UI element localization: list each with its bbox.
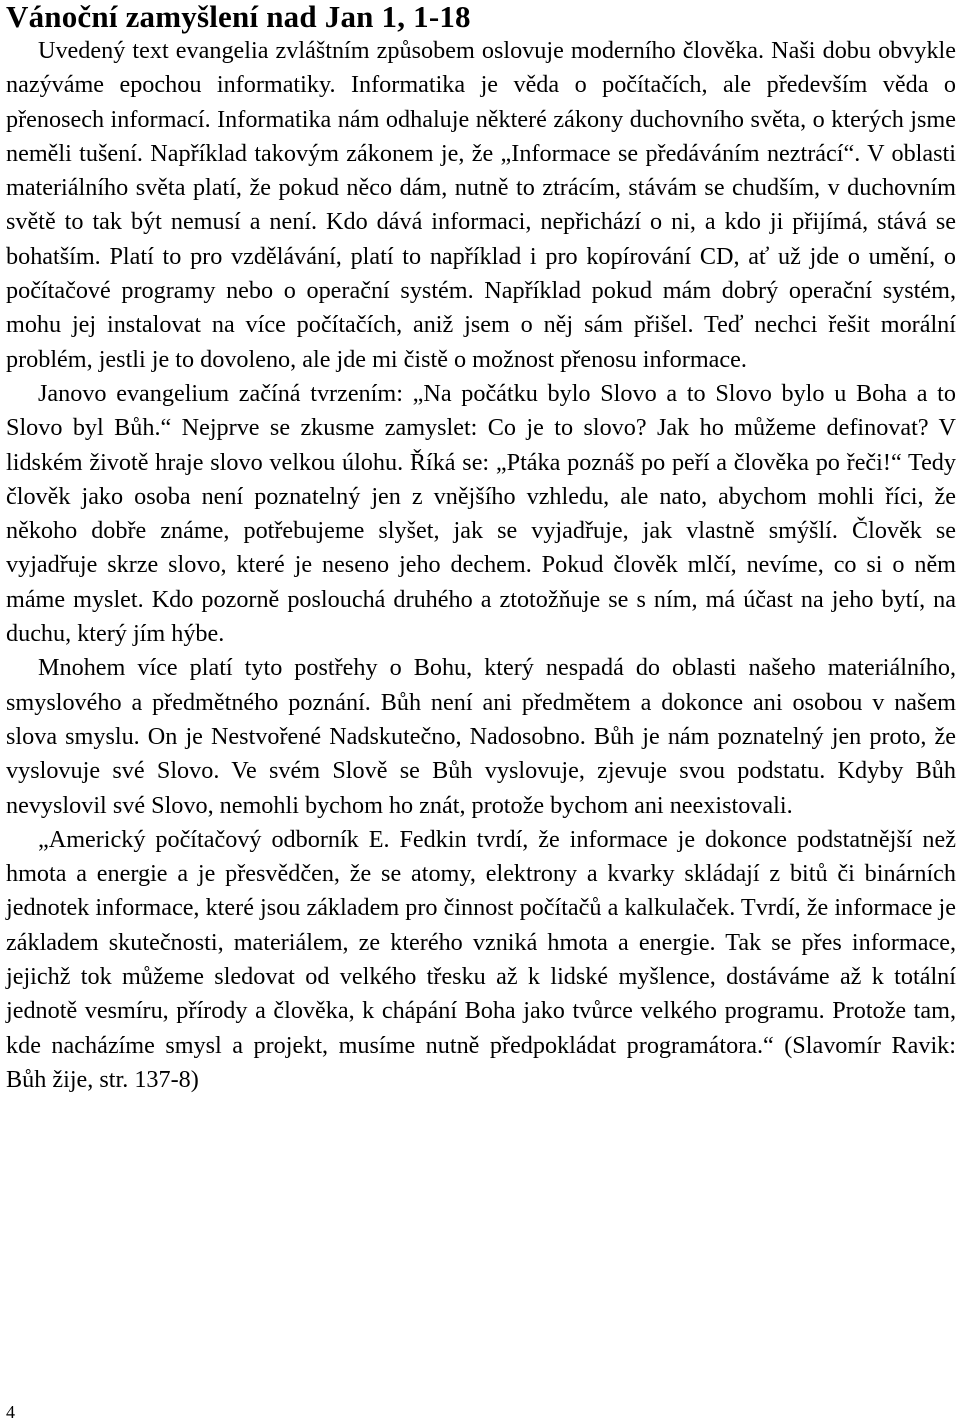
page-number: 4: [6, 1402, 15, 1422]
paragraph-god-word: Mnohem více platí tyto postřehy o Bohu, který nespadá do oblasti našeho materiálního, smyslového a předmětného poznání. Bůh není ani předmětem a dokonce ani osobou v našem slova smyslu. On je Nestvořené Nadskutečno, Nadosobno. Bůh je nám poznatelný jen proto, že vyslovuje své Slovo. Ve svém Slově se Bůh vyslovuje, zjevuje svou podstatu. Kdyby Bůh nevyslovil své Slovo, nemohli bychom ho znát, protože bychom ani neexistovali.: [6, 654, 956, 819]
paragraph-informatics: Uvedený text evangelia zvláštním způsobem oslovuje moderního člověka. Naši dobu obvykle nazýváme epochou informatiky. Informatika je věda o počítačích, ale především věda o přenosech informací. Informatika nám odhaluje některé zákony duchovního světa, o kterých jsme neměli tušení. Například takovým zákonem je, že „Informace se předáváním neztrácí“. V oblasti materiálního světa platí, že pokud něco dám, nutně to ztrácím, stávám se chudším, v duchovním světě to tak být nemusí a není. Kdo dává informaci, nepřichází o ni, a kdo ji přijímá, stává se bohatším. Platí to pro vzdělávání, platí to například i pro kopírování CD, ať už jde o umění, o počítačové programy nebo o operační systém. Například pokud mám dobrý operační systém, mohu jej instalovat na více počítačích, aniž jsem o něj sám přišel. Teď nechci řešit morální problém, jestli je to dovoleno, ale jde mi čistě o možnost přenosu informace.: [6, 37, 956, 373]
document-page: [6, 0, 956, 1097]
paragraph-quote-fedkin: „Americký počítačový odborník E. Fedkin tvrdí, že informace je dokonce podstatnější než hmota a energie a je přesvědčen, že se atomy, elektrony a kvarky skládají z bitů či binárních jednotek informace, které jsou základem pro činnost počítačů a kalkulaček. Tvrdí, že informace je základem skutečnosti, materiálem, ze kterého vzniká hmota a energie. Tak se přes informace, jejichž tok můžeme sledovat od velkého třesku až k lidské myšlence, dostáváme až k totální jednotě vesmíru, přírody a člověka, k chápání Boha jako tvůrce velkého programu. Protože tam, kde nacházíme smysl a projekt, musíme nutně předpokládat programátora.“ (Slavomír Ravik: Bůh žije, str. 137-8): [6, 825, 956, 1093]
document-title: Vánoční zamyšlení nad Jan 1, 1-18: [6, 0, 471, 34]
paragraph-gospel-word: Janovo evangelium začíná tvrzením: „Na počátku bylo Slovo a to Slovo bylo u Boha a to Slovo byl Bůh.“ Nejprve se zkusme zamyslet: Co je to slovo? Jak ho můžeme definovat? V lidském životě hraje slovo velkou úlohu. Říká se: „Ptáka poznáš po peří a člověka po řeči!“ Tedy člověk jako osoba není poznatelný jen z vnějšího vzhledu, ale nato, abychom mohli říci, že někoho dobře známe, potřebujeme slyšet, jak se vyjadřuje, jak vlastně smýšlí. Člověk se vyjadřuje skrze slovo, které je neseno jeho dechem. Pokud člověk mlčí, nevíme, co si o něm máme myslet. Kdo pozorně poslouchá druhého a ztotožňuje se s ním, má účast na jeho bytí, na duchu, který jím hýbe.: [6, 379, 956, 648]
